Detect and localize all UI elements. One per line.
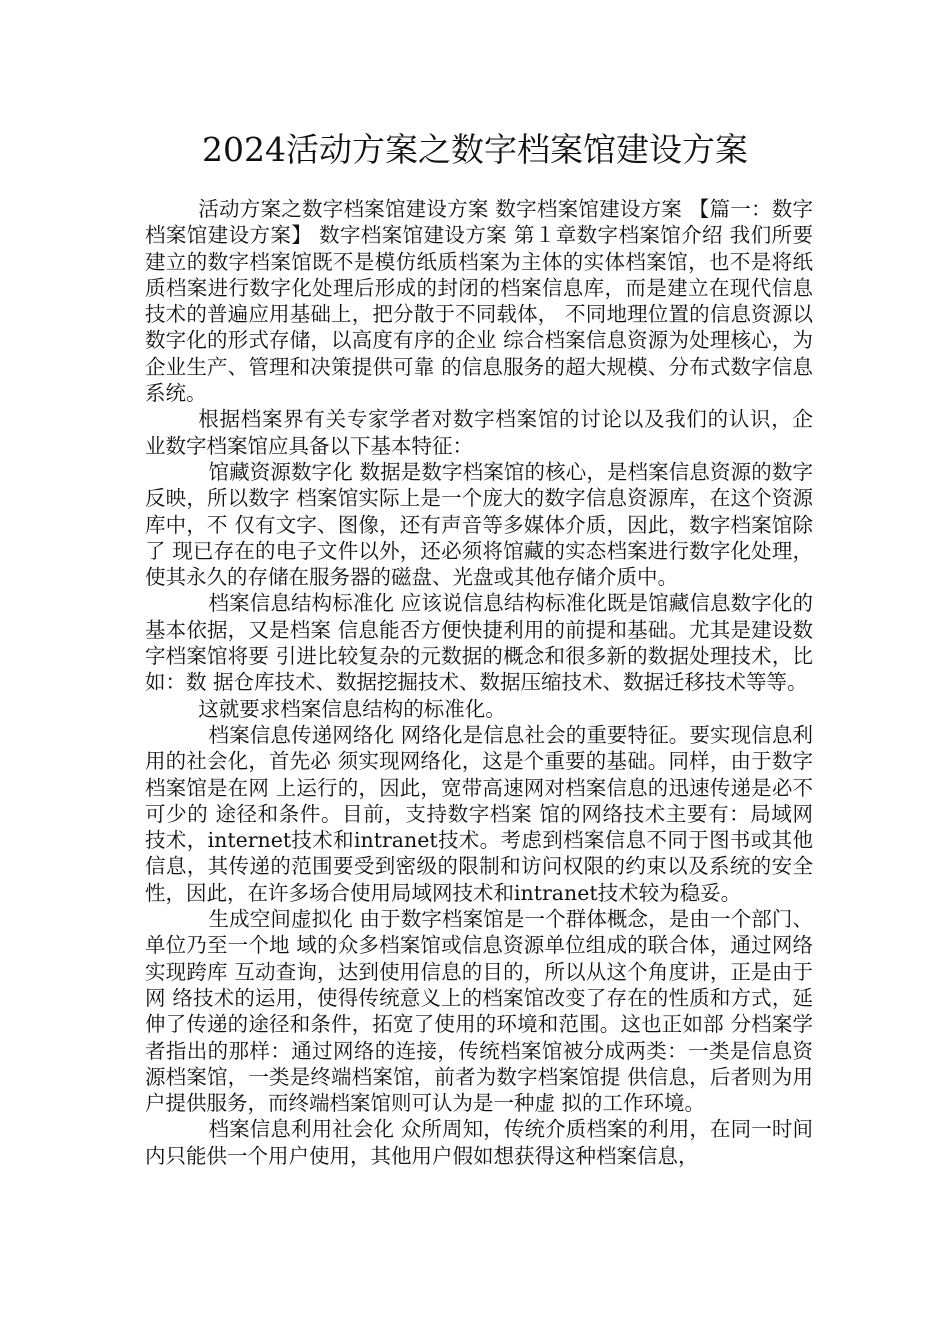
paragraph-features-intro: 根据档案界有关专家学者对数字档案馆的讨论以及我们的认识，企 业数字档案馆应具备以下基本特征： — [145, 407, 813, 458]
document-body — [145, 196, 813, 1169]
paragraph-digitization: 馆藏资源数字化 数据是数字档案馆的核心，是档案信息资源的数字反映，所以数字 档案馆实际上是一个庞大的数字信息资源库，在这个资源库中，不 仅有文字、图像，还有声音等多媒体介质，因此，数字档案馆除了 现已存在的电子文件以外，还必须将馆藏的实态档案进行数字化处理，使其永久的存储在服务器的磁盘、光盘或其他存储介质中。 — [145, 459, 813, 590]
paragraph-socialization: 档案信息利用社会化 众所周知，传统介质档案的利用，在同一时间内只能供一个用户使用，其他用户假如想获得这种档案信息， — [145, 1117, 813, 1168]
document-title: 2024活动方案之数字档案馆建设方案 — [202, 130, 748, 169]
paragraph-standardization: 档案信息结构标准化 应该说信息结构标准化既是馆藏信息数字化的基本依据，又是档案 信息能否方便快捷利用的前提和基础。尤其是建设数字档案馆将要 引进比较复杂的元数据的概念和很多新的数据处理技术，比如：数 据仓库技术、数据挖掘技术、数据压缩技术、数据迁移技术等等。 — [145, 591, 813, 695]
paragraph-networking: 档案信息传递网络化 网络化是信息社会的重要特征。要实现信息利用的社会化，首先必 须实现网络化，这是个重要的基础。同样，由于数字档案馆是在网 上运行的，因此，宽带高速网对档案信息的迅速传递是必不可少的 途径和条件。目前，支持数字档案 馆的网络技术主要有：局域网技术，internet技术和intranet技术。考虑到档案信息不同于图书或其他信息，其传递的范围要受到密级的限制和访问权限的约束以及系统的安全性，因此，在许多场合使用局域网技术和intranet技术较为稳妥。 — [145, 722, 813, 905]
paragraph-standardization-note: 这就要求档案信息结构的标准化。 — [198, 696, 506, 721]
paragraph-virtualization: 生成空间虚拟化 由于数字档案馆是一个群体概念，是由一个部门、单位乃至一个地 域的众多档案馆或信息资源单位组成的联合体，通过网络实现跨库 互动查询，达到使用信息的目的，所以从这个角度讲，正是由于网 络技术的运用，使得传统意义上的档案馆改变了存在的性质和方式，延伸了传递的途径和条件，拓宽了使用的环境和范围。这也正如部 分档案学者指出的那样：通过网络的连接，传统档案馆被分成两类：一类是信息资源档案馆，一类是终端档案馆，前者为数字档案馆提 供信息，后者则为用户提供服务，而终端档案馆则可认为是一种虚 拟的工作环境。 — [145, 907, 813, 1116]
paragraph-intro: 活动方案之数字档案馆建设方案 数字档案馆建设方案 【篇一：数字档案馆建设方案】 数字档案馆建设方案 第１章数字档案馆介绍 我们所要建立的数字档案馆既不是模仿纸质档案为主体的实体档案馆，也不是将纸质档案进行数字化处理后形成的封闭的档案信息库，而是建立在现代信息技术的普遍应用基础上，把分散于不同载体， 不同地理位置的信息资源以数字化的形式存储，以高度有序的企业 综合档案信息资源为处理核心，为企业生产、管理和决策提供可靠 的信息服务的超大规模、分布式数字信息系统。 — [145, 197, 813, 406]
